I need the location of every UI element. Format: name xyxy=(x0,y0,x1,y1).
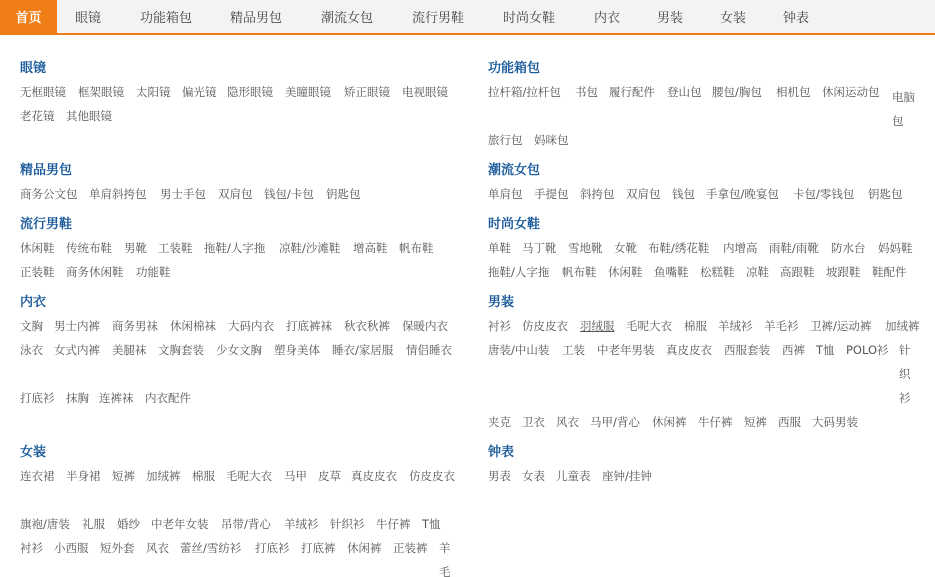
category-link[interactable]: 睡衣/家居服 xyxy=(332,343,394,357)
category-link[interactable]: 牛仔裤 xyxy=(376,517,411,531)
category-link[interactable]: 登山包 xyxy=(667,85,702,99)
category-link[interactable]: 防水台 xyxy=(831,241,866,255)
category-link[interactable]: 皮草 xyxy=(318,469,341,483)
category-link[interactable]: 吊带/背心 xyxy=(221,517,271,531)
category-link[interactable]: 文胸套装 xyxy=(158,343,204,357)
category-title[interactable]: 眼镜 xyxy=(20,61,47,76)
category-link[interactable]: 雪地靴 xyxy=(568,241,603,255)
category-link[interactable]: 正装鞋 xyxy=(20,265,55,279)
category-link[interactable]: 商务男袜 xyxy=(112,319,158,333)
category-link[interactable]: 休闲运动包 xyxy=(822,85,880,99)
category-title[interactable]: 内衣 xyxy=(20,295,47,310)
category-link[interactable]: 松糕鞋 xyxy=(700,265,735,279)
category-link[interactable]: 塑身美体 xyxy=(274,343,320,357)
category-link[interactable]: 鱼嘴鞋 xyxy=(654,265,689,279)
category-link[interactable]: 中老年男装 xyxy=(597,343,655,357)
category-link[interactable]: 休闲鞋 xyxy=(20,241,55,255)
category-link[interactable]: 加绒裤 xyxy=(885,319,920,333)
category-link[interactable]: 连衣裙 xyxy=(20,469,55,483)
category-link[interactable]: 休闲裤 xyxy=(652,415,687,429)
category-link[interactable]: 隐形眼镜 xyxy=(227,85,273,99)
category-link[interactable]: 加绒裤 xyxy=(146,469,181,483)
category-link[interactable]: 拖鞋/人字拖 xyxy=(204,241,266,255)
category-link[interactable]: 工装 xyxy=(562,343,585,357)
category-link[interactable]: 双肩包 xyxy=(626,187,661,201)
category-link[interactable]: 婚纱 xyxy=(117,517,140,531)
category-link[interactable]: 女式内裤 xyxy=(54,343,100,357)
category-link[interactable]: 卫衣 xyxy=(522,415,545,429)
category-link[interactable]: 文胸 xyxy=(20,319,43,333)
tab-home[interactable]: 首页 xyxy=(0,0,57,35)
category-link[interactable]: 妈咪包 xyxy=(534,133,569,147)
category-link[interactable]: 商务公文包 xyxy=(20,187,78,201)
category-link[interactable]: 短外套 xyxy=(100,541,135,555)
category-link[interactable]: 单肩斜挎包 xyxy=(89,187,147,201)
category-link[interactable]: 布鞋/绣花鞋 xyxy=(648,241,710,255)
category-link[interactable]: 泳衣 xyxy=(20,343,43,357)
category-link[interactable]: 针织衫 xyxy=(899,343,911,405)
category-link[interactable]: 斜挎包 xyxy=(580,187,615,201)
category-link[interactable]: 帆布鞋 xyxy=(399,241,434,255)
category-link[interactable]: 工装鞋 xyxy=(158,241,193,255)
category-link[interactable]: 衬衫 xyxy=(488,319,511,333)
category-link[interactable]: 高跟鞋 xyxy=(780,265,815,279)
category-link[interactable]: 羊绒衫 xyxy=(284,517,319,531)
category-link[interactable]: 西服 xyxy=(778,415,801,429)
category-link[interactable]: 雨鞋/雨靴 xyxy=(769,241,819,255)
category-link[interactable]: 矫正眼镜 xyxy=(344,85,390,99)
category-link[interactable]: 相机包 xyxy=(776,85,811,99)
category-link[interactable]: 马甲/背心 xyxy=(590,415,640,429)
category-link[interactable]: 半身裙 xyxy=(66,469,101,483)
category-link[interactable]: 男士内裤 xyxy=(54,319,100,333)
category-title[interactable]: 潮流女包 xyxy=(488,163,541,178)
category-link[interactable]: 夹克 xyxy=(488,415,511,429)
tab-menswear[interactable]: 男装 xyxy=(657,11,684,26)
category-link[interactable]: 女表 xyxy=(522,469,545,483)
category-link[interactable]: 履行配件 xyxy=(609,85,655,99)
category-title[interactable]: 钟表 xyxy=(488,445,515,460)
category-link[interactable]: 大码男装 xyxy=(812,415,858,429)
category-link[interactable]: 美瞳眼镜 xyxy=(285,85,331,99)
category-link[interactable]: 儿童表 xyxy=(556,469,591,483)
category-link[interactable]: 鞋配件 xyxy=(872,265,907,279)
category-link[interactable]: 真皮皮衣 xyxy=(666,343,712,357)
category-link[interactable]: 礼服 xyxy=(82,517,105,531)
category-link[interactable]: 仿皮皮衣 xyxy=(409,469,455,483)
category-link[interactable]: 短裤 xyxy=(744,415,767,429)
category-title[interactable]: 流行男鞋 xyxy=(20,217,73,232)
category-link[interactable]: 手拿包/晚宴包 xyxy=(706,187,779,201)
category-link[interactable]: 座钟/挂钟 xyxy=(602,469,652,483)
category-link[interactable]: T恤 xyxy=(422,517,441,531)
category-title[interactable]: 功能箱包 xyxy=(488,61,541,76)
category-link[interactable]: 电脑包 xyxy=(892,90,915,128)
category-link[interactable]: 棉服 xyxy=(684,319,707,333)
category-link[interactable]: 毛呢大衣 xyxy=(626,319,672,333)
category-link[interactable]: 卫裤/运动裤 xyxy=(810,319,872,333)
category-link[interactable]: 蕾丝/雪纺衫 xyxy=(180,541,242,555)
category-link[interactable]: 女靴 xyxy=(614,241,637,255)
category-title[interactable]: 男装 xyxy=(488,295,515,310)
category-title[interactable]: 精品男包 xyxy=(20,163,73,178)
category-link[interactable]: 羽绒服 xyxy=(580,319,615,333)
tab-watches[interactable]: 钟表 xyxy=(783,11,810,26)
tab-women-bags[interactable]: 潮流女包 xyxy=(321,11,374,26)
category-link[interactable]: 钥匙包 xyxy=(868,187,903,201)
category-link[interactable]: 拉杆箱/拉杆包 xyxy=(488,85,561,99)
category-link[interactable]: 老花镜 xyxy=(20,109,55,123)
category-link[interactable]: 休闲鞋 xyxy=(608,265,643,279)
category-link[interactable]: 钥匙包 xyxy=(326,187,361,201)
category-link[interactable]: 传统布鞋 xyxy=(66,241,112,255)
category-link[interactable]: 框架眼镜 xyxy=(78,85,124,99)
category-link[interactable]: 正装裤 xyxy=(393,541,428,555)
category-link[interactable]: 西裤 xyxy=(782,343,805,357)
category-link[interactable]: 唐装/中山装 xyxy=(488,343,550,357)
category-link[interactable]: 打底裤 xyxy=(301,541,336,555)
category-link[interactable]: 男表 xyxy=(488,469,511,483)
category-link[interactable]: 太阳镜 xyxy=(136,85,171,99)
category-link[interactable]: 小西服 xyxy=(54,541,89,555)
category-link[interactable]: 中老年女装 xyxy=(151,517,209,531)
category-link[interactable]: 功能鞋 xyxy=(136,265,171,279)
category-link[interactable]: 商务休闲鞋 xyxy=(66,265,124,279)
category-link[interactable]: 羊毛衫 xyxy=(764,319,799,333)
category-link[interactable]: 羊绒衫 xyxy=(718,319,753,333)
category-link[interactable]: 马甲 xyxy=(284,469,307,483)
category-link[interactable]: 风衣 xyxy=(146,541,169,555)
tab-men-bags[interactable]: 精品男包 xyxy=(230,11,283,26)
category-link[interactable]: 偏光镜 xyxy=(182,85,217,99)
category-link[interactable]: 真皮皮衣 xyxy=(351,469,397,483)
category-link[interactable]: 针织衫 xyxy=(330,517,365,531)
tab-men-shoes[interactable]: 流行男鞋 xyxy=(412,11,465,26)
category-link[interactable]: 增高鞋 xyxy=(353,241,388,255)
category-link[interactable]: 大码内衣 xyxy=(228,319,274,333)
category-link[interactable]: 单肩包 xyxy=(488,187,523,201)
tab-function-bags[interactable]: 功能箱包 xyxy=(140,11,193,26)
category-link[interactable]: 美腿袜 xyxy=(112,343,147,357)
category-link[interactable]: 无框眼镜 xyxy=(20,85,66,99)
tab-women-shoes[interactable]: 时尚女鞋 xyxy=(503,11,556,26)
category-link[interactable]: 妈妈鞋 xyxy=(878,241,913,255)
category-link[interactable]: 毛呢大衣 xyxy=(226,469,272,483)
category-link[interactable]: 休闲棉袜 xyxy=(170,319,216,333)
category-link[interactable]: 抹胸 xyxy=(66,391,89,405)
category-link[interactable]: 坡跟鞋 xyxy=(826,265,861,279)
category-link[interactable]: 钱包 xyxy=(672,187,695,201)
category-title[interactable]: 时尚女鞋 xyxy=(488,217,541,232)
tab-underwear[interactable]: 内衣 xyxy=(594,11,621,26)
category-title[interactable]: 女装 xyxy=(20,445,47,460)
category-link[interactable]: 马丁靴 xyxy=(522,241,557,255)
category-link[interactable]: 棉服 xyxy=(192,469,215,483)
category-link[interactable]: 内衣配件 xyxy=(145,391,191,405)
category-link[interactable]: 休闲裤 xyxy=(347,541,382,555)
category-link[interactable]: 手提包 xyxy=(534,187,569,201)
category-link[interactable]: 羊毛 xyxy=(439,541,451,577)
category-link[interactable]: 单鞋 xyxy=(488,241,511,255)
category-link[interactable]: 连裤袜 xyxy=(99,391,134,405)
tab-glasses[interactable]: 眼镜 xyxy=(75,11,102,26)
category-link[interactable]: 帆布鞋 xyxy=(562,265,597,279)
category-link[interactable]: 卡包/零钱包 xyxy=(793,187,855,201)
category-link[interactable]: 钱包/卡包 xyxy=(264,187,314,201)
category-link[interactable]: 打底裤袜 xyxy=(286,319,332,333)
category-link[interactable]: 仿皮皮衣 xyxy=(522,319,568,333)
category-link[interactable]: 男士手包 xyxy=(160,187,206,201)
category-link[interactable]: 电视眼镜 xyxy=(402,85,448,99)
category-link[interactable]: 双肩包 xyxy=(218,187,253,201)
category-link[interactable]: T恤 xyxy=(816,343,835,357)
category-link[interactable]: 内增高 xyxy=(723,241,758,255)
category-link[interactable]: 保暖内衣 xyxy=(402,319,448,333)
category-link[interactable]: 书包 xyxy=(575,85,598,99)
category-link[interactable]: 少女文胸 xyxy=(216,343,262,357)
category-link[interactable]: 旗袍/唐装 xyxy=(20,517,70,531)
category-link[interactable]: 打底衫 xyxy=(20,391,55,405)
category-link[interactable]: 秋衣秋裤 xyxy=(344,319,390,333)
category-link[interactable]: 西服套装 xyxy=(724,343,770,357)
tab-womenswear[interactable]: 女装 xyxy=(720,11,747,26)
category-link[interactable]: 凉鞋 xyxy=(746,265,769,279)
category-link[interactable]: 旅行包 xyxy=(488,133,523,147)
category-link[interactable]: 其他眼镜 xyxy=(66,109,112,123)
category-link[interactable]: 风衣 xyxy=(556,415,579,429)
category-link[interactable]: 短裤 xyxy=(112,469,135,483)
category-link[interactable]: 凉鞋/沙滩鞋 xyxy=(279,241,341,255)
category-link[interactable]: 牛仔裤 xyxy=(698,415,733,429)
category-link[interactable]: 男靴 xyxy=(124,241,147,255)
category-link[interactable]: 腰包/胸包 xyxy=(712,85,762,99)
category-link[interactable]: POLO衫 xyxy=(846,343,889,357)
category-link[interactable]: 拖鞋/人字拖 xyxy=(488,265,550,279)
category-link[interactable]: 衬衫 xyxy=(20,541,43,555)
category-link[interactable]: 情侣睡衣 xyxy=(406,343,452,357)
category-link[interactable]: 打底衫 xyxy=(255,541,290,555)
